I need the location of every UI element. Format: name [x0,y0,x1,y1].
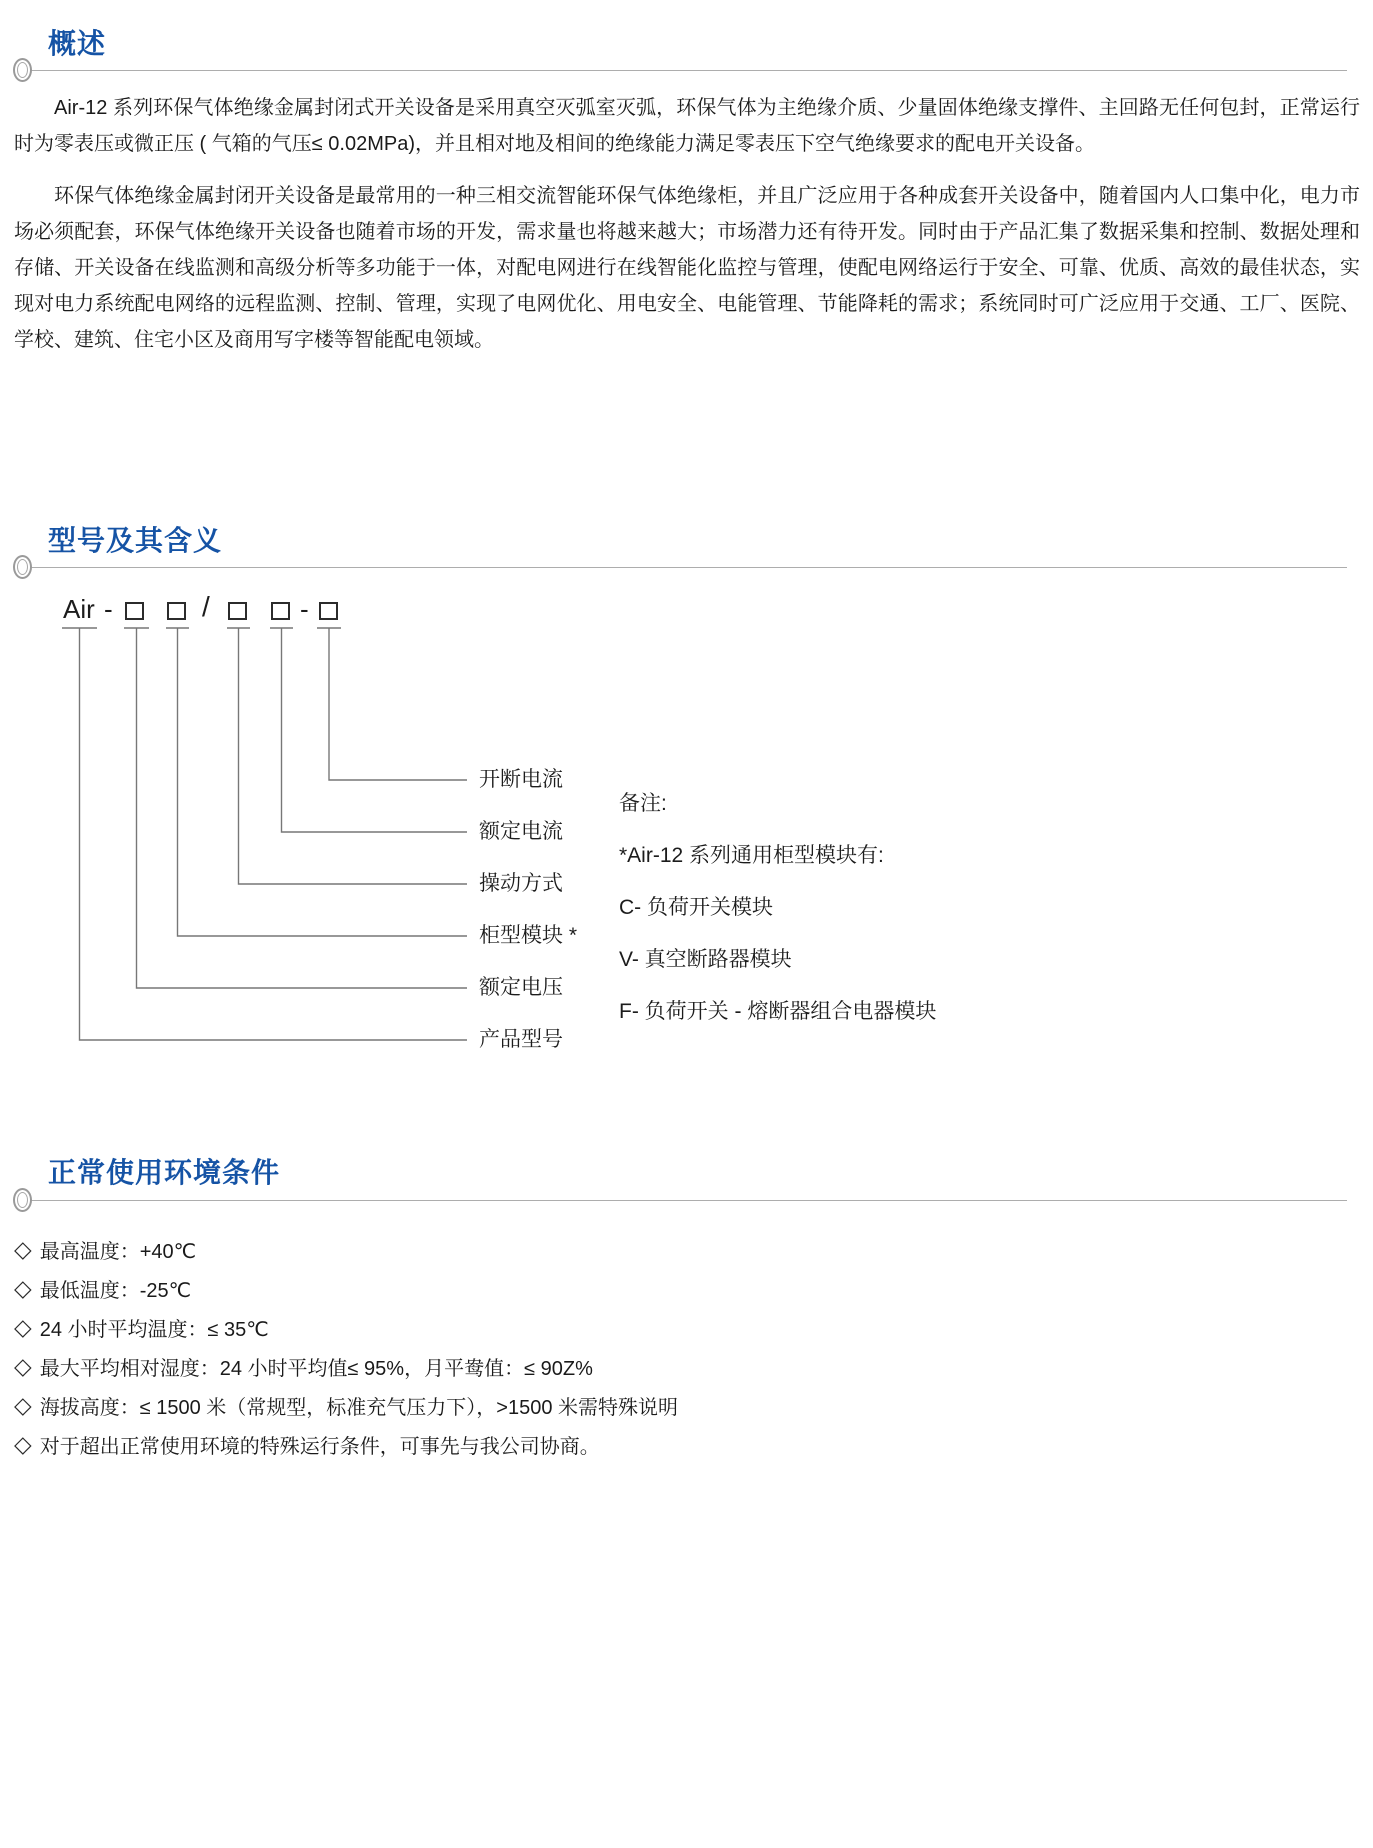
diamond-bullet-icon: ◇ [14,1353,32,1379]
diamond-bullet-icon: ◇ [14,1275,32,1301]
model-field-label: 额定电压 [479,976,563,999]
env-bullet-text: 24 小时平均温度：≤ 35℃ [39,1319,269,1341]
model-note: V- 真空断路器模块 [619,948,792,971]
model-note: C- 负荷开关模块 [619,896,773,919]
diamond-bullet-icon: ◇ [14,1236,32,1262]
model-note: *Air-12 系列通用柜型模块有: [619,844,884,867]
env-bullet-text: 最低温度：-25℃ [39,1280,192,1302]
env-bullet-text: 最高温度：+40℃ [39,1241,197,1263]
model-slash: / [202,591,210,622]
diamond-bullet-icon: ◇ [14,1314,32,1340]
model-prefix: Air [63,594,95,624]
model-note: 备注: [619,792,667,815]
section-rule [30,1200,1347,1201]
env-bullet-text: 最大平均相对湿度：24 小时平均值≤ 95%，月平鸯值：≤ 90Z% [39,1358,593,1380]
section-title-environment: 正常使用环境条件 [48,1157,281,1188]
env-bullet-text: 海拔高度：≤ 1500 米（常规型，标准充气压力下），>1500 米需特殊说明 [39,1397,679,1419]
overview-paragraph: 环保气体绝缘金属封闭开关设备是最常用的一种三相交流智能环保气体绝缘柜，并且广泛应用于各种成套开关设备中，随着国内人口集中化，电力市场必须配套，环保气体绝缘开关设备也随着市场的开发，需求量也将越来越大；市场潜力还有待开发。同时由于产品汇集了数据采集和控制、数据处理和存储、开关设备在线监测和高级分析等多功能于一体，对配电网进行在线智能化监控与管理，使配电网络运行于安全、可靠、优质、高效的最佳状态，实现对电力系统配电网络的远程监测、控制、管理，实现了电网优化、用电安全、电能管理、节能降耗的需求；系统同时可广泛应用于交通、工厂、医院、学校、建筑、住宅小区及商用写字楼等智能配电领域。 [14,185,1360,351]
diamond-bullet-icon: ◇ [14,1392,32,1418]
section-ornament-icon [13,555,32,579]
overview-paragraph: Air-12 系列环保气体绝缘金属封闭式开关设备是采用真空灭弧室灭弧，环保气体为主绝缘介质、少量固体绝缘支撑件、主回路无任何包封，正常运行时为零表压或微正压 ( 气箱的气压≤ 0.02MPa)，并且相对地及相间的绝缘能力满足零表压下空气绝缘要求的配电开关设备。 [14,97,1360,155]
env-bullet-row [14,1308,1354,1347]
section-ornament-icon [13,58,32,82]
diamond-bullet-icon: ◇ [14,1431,32,1457]
section-title-overview: 概述 [48,28,107,59]
env-bullet-row [14,1230,1354,1269]
model-note: F- 负荷开关 - 熔断器组合电器模块 [619,1000,937,1023]
env-bullet-row [14,1269,1354,1308]
section-ornament-icon [13,1188,32,1212]
environment-conditions-list [14,1230,1354,1464]
env-bullet-text: 对于超出正常使用环境的特殊运行条件，可事先与我公司协商。 [39,1436,600,1458]
model-dash: - [104,594,113,624]
env-bullet-row [14,1347,1354,1386]
env-bullet-row [14,1386,1354,1425]
section-title-model: 型号及其含义 [48,525,223,556]
model-field-label: 产品型号 [479,1028,563,1051]
model-field-label: 额定电流 [479,820,563,843]
model-field-label: 操动方式 [479,872,563,895]
model-field-label: 开断电流 [479,768,563,791]
model-field-label: 柜型模块 * [479,924,578,947]
env-bullet-row [14,1425,1354,1464]
model-dash: - [300,594,309,624]
